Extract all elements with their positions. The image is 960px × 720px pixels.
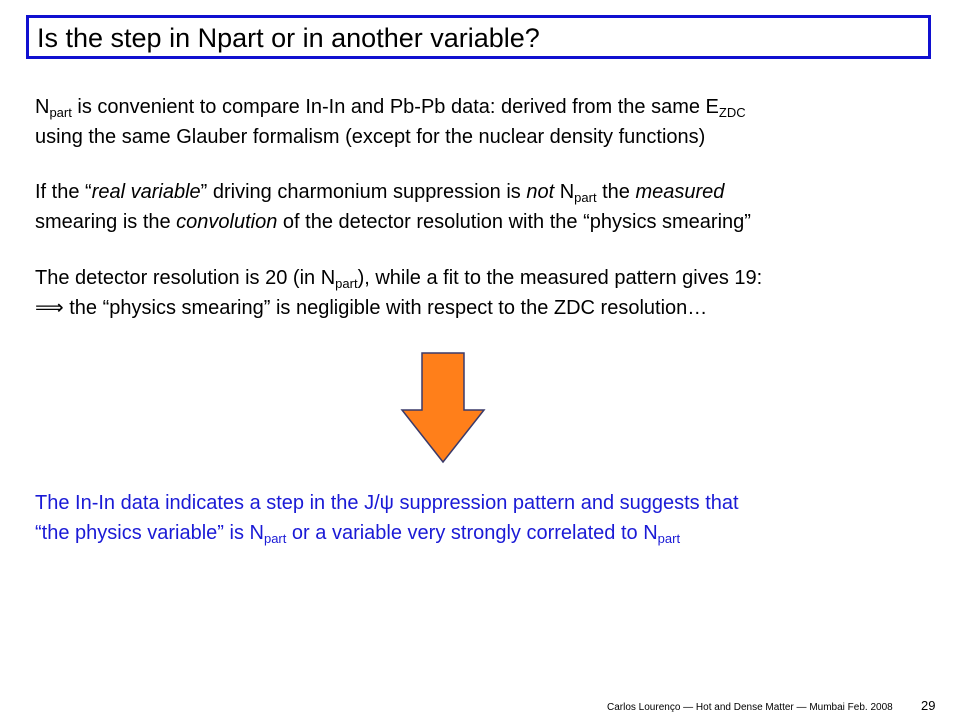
para3-line2: ⟹ the “physics smearing” is negligible with respect to the ZDC resolution… [35, 297, 708, 319]
down-arrow-icon [400, 352, 486, 464]
title-box [26, 15, 931, 59]
implies-symbol: ⟹ [35, 297, 64, 319]
conclusion-line2: “the physics variable” is $N_{part}$ or a variable very strongly correlated to $N_{part}$ [35, 522, 681, 546]
paragraph-real-variable [35, 177, 935, 237]
para1-line1: $N_{part}$ is convenient to compare In-In and Pb-Pb data: derived from the same $E_{ZDC}$ [35, 96, 746, 120]
paragraph-conclusion [35, 488, 935, 548]
footer-credit: Carlos Lourenço — Hot and Dense Matter — Mumbai Feb. 2008 [607, 702, 893, 713]
paragraph-npart-convenient [35, 92, 935, 152]
slide-title: Is the step in Npart or in another variable? [37, 23, 540, 53]
para3-line1: The detector resolution is 20 (in $N_{part}$), while a fit to the measured pattern gives 19: [35, 267, 763, 291]
para2-line1: If the “real variable” driving charmonium suppression is not $N_{part}$ the measured [35, 181, 725, 205]
psi-symbol: ψ [379, 492, 394, 514]
para2-line2: smearing is the convolution of the detector resolution with the “physics smearing” [35, 211, 751, 233]
paragraph-detector-resolution [35, 263, 935, 323]
page-number: 29 [921, 698, 936, 713]
para1-line2: using the same Glauber formalism (except for the nuclear density functions) [35, 126, 706, 148]
conclusion-line1: The In-In data indicates a step in the J/ψ suppression pattern and suggests that [35, 492, 739, 514]
